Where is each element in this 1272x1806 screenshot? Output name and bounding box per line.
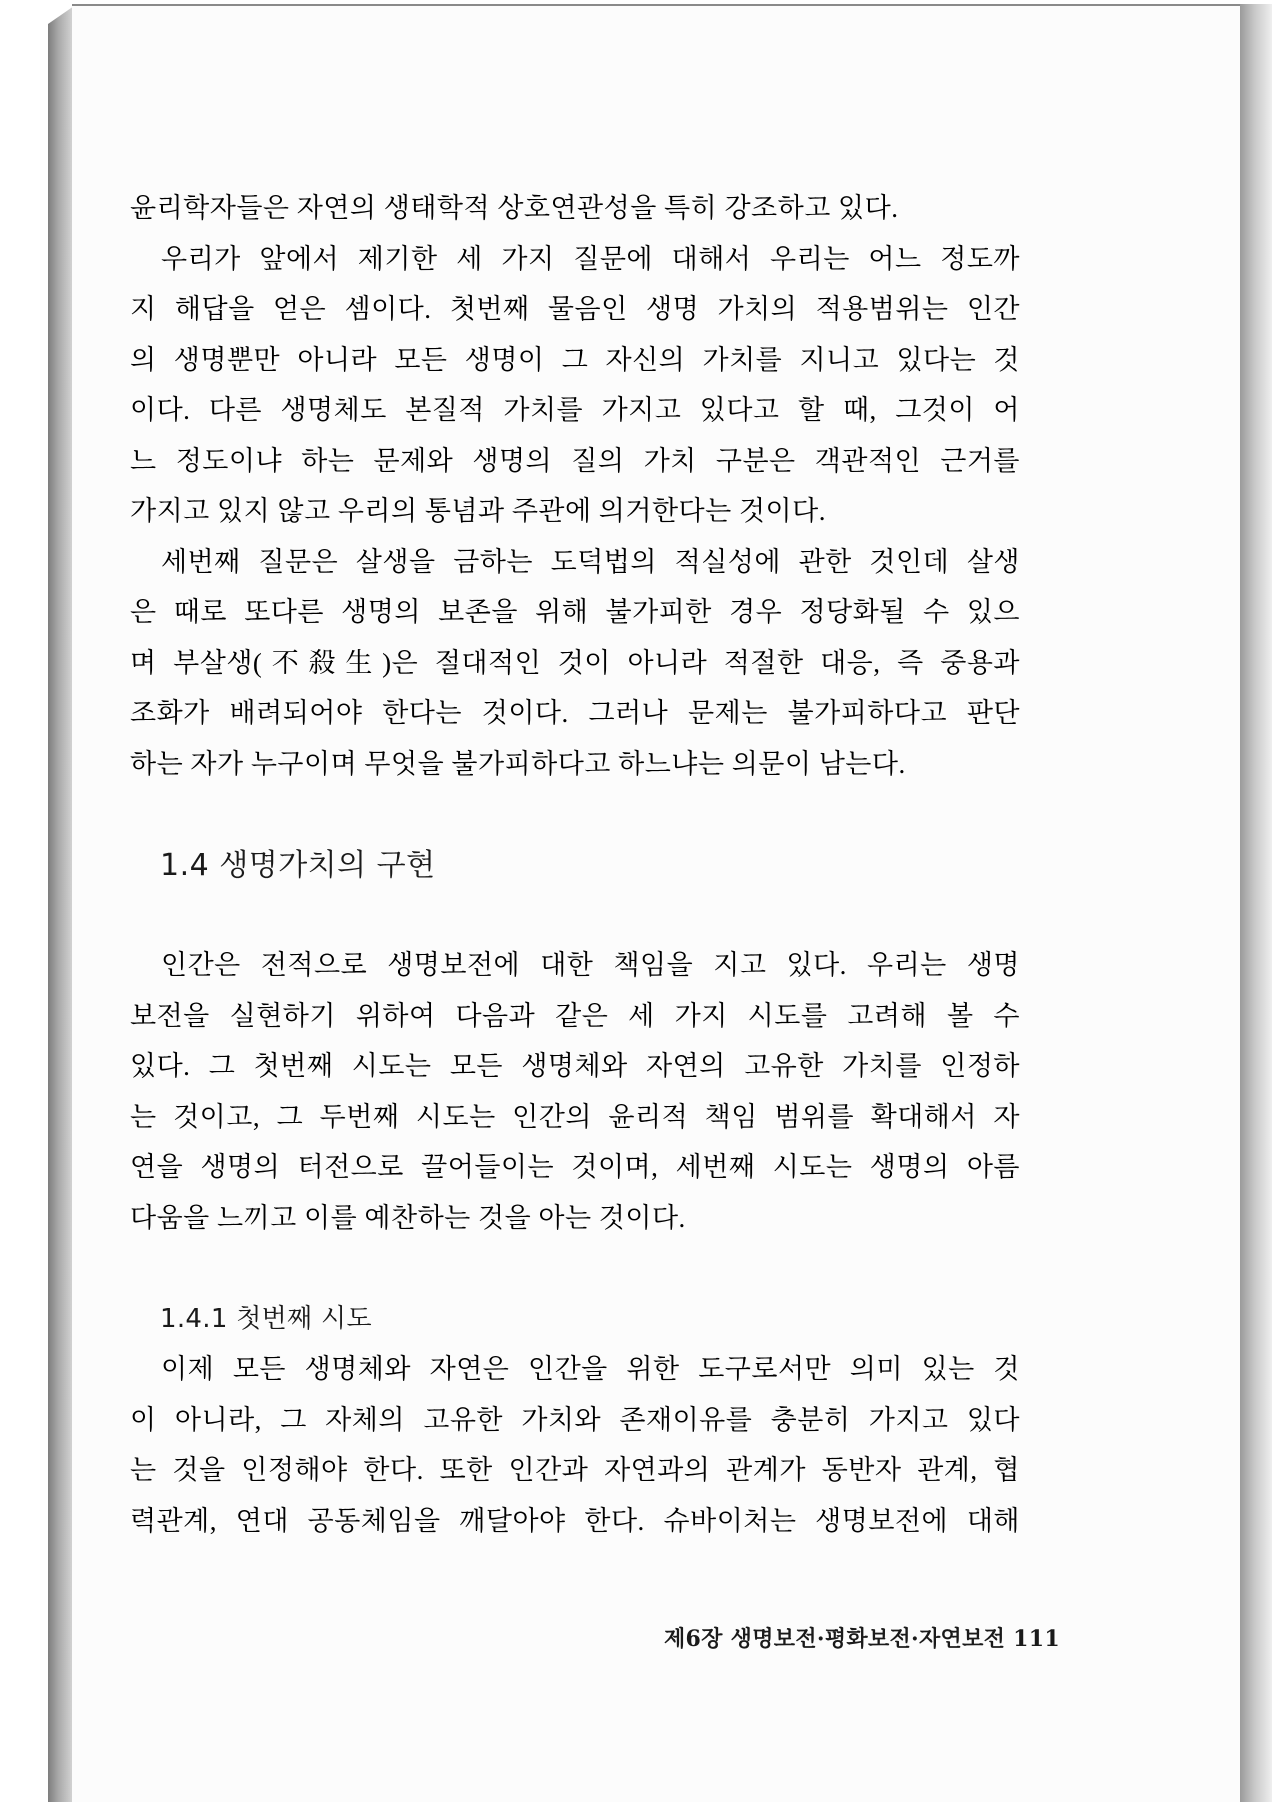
text-line: 우리가 앞에서 제기한 세 가지 질문에 대해서 우리는 어느 정도까 xyxy=(161,243,1020,274)
paragraph-3 xyxy=(130,537,1020,790)
text-line: 이다. 다른 생명체도 본질적 가치를 가지고 있다고 할 때, 그것이 어 xyxy=(130,395,1020,425)
page-stack-edge xyxy=(48,6,74,1802)
page-shadow xyxy=(1240,4,1272,1802)
paragraph-2 xyxy=(130,234,1020,537)
text-line: 다움을 느끼고 이를 예찬하는 것을 아는 것이다. xyxy=(130,1202,686,1233)
text-line: 는 것을 인정해야 한다. 또한 인간과 자연과의 관계가 동반자 관계, 협 xyxy=(130,1455,1020,1485)
text-line: 하는 자가 누구이며 무엇을 불가피하다고 하느냐는 의문이 남는다. xyxy=(130,748,906,779)
text-line: 있다. 그 첫번째 시도는 모든 생명체와 자연의 고유한 가치를 인정하 xyxy=(130,1051,1020,1081)
text-block-top xyxy=(130,183,1020,789)
page-footer: 제6장 생명보전·평화보전·자연보전 111 xyxy=(664,1626,1060,1652)
text-line: 지 해답을 얻은 셈이다. 첫번째 물음인 생명 가치의 적용범위는 인간 xyxy=(130,294,1020,324)
text-block-bottom xyxy=(130,1344,1020,1546)
text-line: 윤리학자들은 자연의 생태학적 상호연관성을 특히 강조하고 있다. xyxy=(130,193,899,223)
text-line: 보전을 실현하기 위하여 다음과 같은 세 가지 시도를 고려해 볼 수 xyxy=(130,1000,1020,1031)
text-line: 은 때로 또다른 생명의 보존을 위해 불가피한 경우 정당화될 수 있으 xyxy=(130,597,1020,627)
text-line: 의 생명뿐만 아니라 모든 생명이 그 자신의 가치를 지니고 있다는 것 xyxy=(130,344,1020,375)
text-block-middle xyxy=(130,940,1020,1243)
paragraph-1 xyxy=(130,183,1020,234)
subsection-heading: 1.4.1 첫번째 시도 xyxy=(160,1304,372,1334)
text-line: 력관계, 연대 공동체임을 깨달아야 한다. 슈바이처는 생명보전에 대해 xyxy=(130,1505,1020,1536)
text-line: 이 아니라, 그 자체의 고유한 가치와 존재이유를 충분히 가지고 있다 xyxy=(130,1404,1020,1435)
text-line: 세번째 질문은 살생을 금하는 도덕법의 적실성에 관한 것인데 살생 xyxy=(161,546,1020,577)
text-line: 인간은 전적으로 생명보전에 대한 책임을 지고 있다. 우리는 생명 xyxy=(161,950,1020,980)
text-line: 연을 생명의 터전으로 끌어들이는 것이며, 세번째 시도는 생명의 아름 xyxy=(130,1152,1020,1182)
text-line: 조화가 배려되어야 한다는 것이다. 그러나 문제는 불가피하다고 판단 xyxy=(130,698,1020,728)
text-line: 느 정도이냐 하는 문제와 생명의 질의 가치 구분은 객관적인 근거를 xyxy=(130,445,1020,476)
section-heading: 1.4 생명가치의 구현 xyxy=(160,848,436,883)
text-line: 이제 모든 생명체와 자연은 인간을 위한 도구로서만 의미 있는 것 xyxy=(161,1354,1020,1384)
text-line: 가지고 있지 않고 우리의 통념과 주관에 의거한다는 것이다. xyxy=(130,496,826,526)
paragraph-4 xyxy=(130,940,1020,1243)
text-line: 며 부살생(不殺生)은 절대적인 것이 아니라 적절한 대응, 즉 중용과 xyxy=(130,647,1020,678)
text-line: 는 것이고, 그 두번째 시도는 인간의 윤리적 책임 범위를 확대해서 자 xyxy=(130,1101,1020,1132)
paragraph-5 xyxy=(130,1344,1020,1546)
